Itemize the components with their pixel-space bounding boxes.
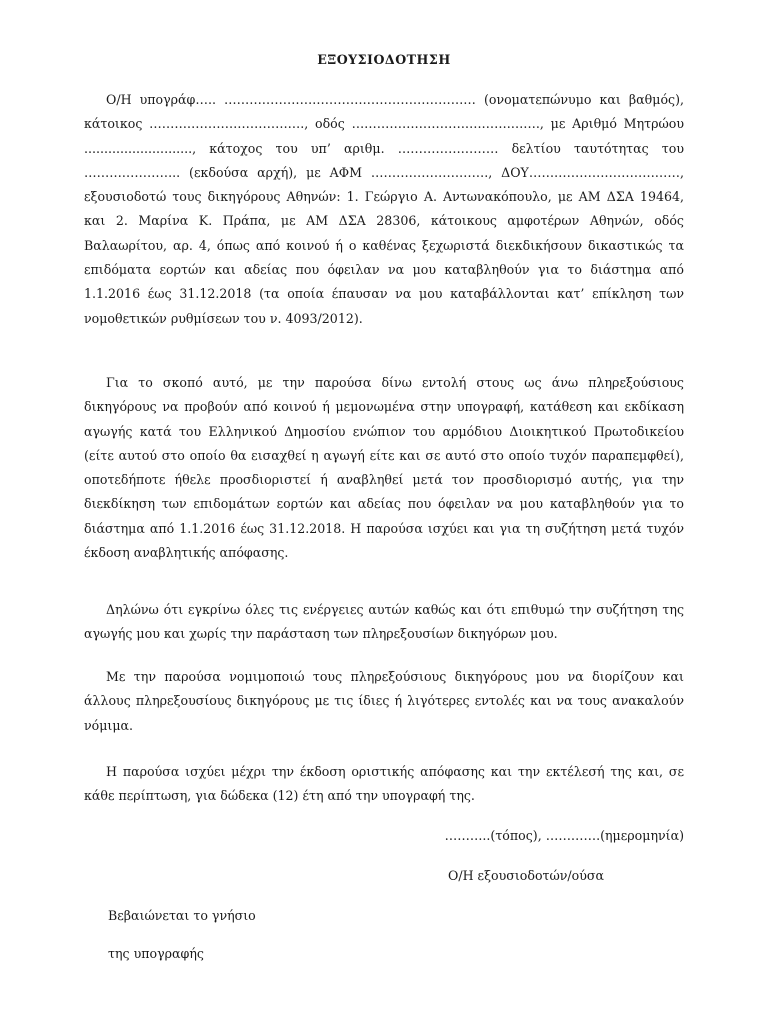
place-date-line: ………..(τόπος), ………….(ημερομηνία) xyxy=(444,828,684,843)
paragraph-validity: Η παρούσα ισχύει μέχρι την έκδοση οριστικής απόφασης και την εκτέλεσή της και, σε κάθε περίπτωση, για δώδεκα (12) έτη από την υπογραφή της. xyxy=(84,764,684,804)
paragraph-authorization: Ο/Η υπογράφ….. …………………………………………………… (ονοματεπώνυμο και βαθμός), κάτοικος ………………………………., οδός ………………………….…….……., με Αριθμό Μητρώου ..........................., κάτοχος του υπ’ αριθμ. …………………… δελτίου ταυτότητας του ………………….. (εκδούσα αρχή), με ΑΦΜ ………………………., ΔΟΥ………………………………, εξουσιοδοτώ τους δικηγόρους Αθηνών: 1. Γεώργιο Α. Αντωνακόπουλο, με ΑΜ ΔΣΑ 19464, και 2. Μαρίνα Κ. Πράπα, με ΑΜ ΔΣΑ 28306, κάτοικους αμφοτέρων Αθηνών, οδός Βαλαωρίτου, αρ. 4, όπως από κοινού ή ο καθένας ξεχωριστά διεκδικήσουν δικαστικώς τα επιδόματα εορτών και αδείας που όφειλαν να μου καταβληθούν για το διάστημα από 1.1.2016 έως 31.12.2018 (τα οποία έπαυσαν να μου καταβάλλονται κατ’ επίκληση των νομοθετικών ρυθμίσεων του ν. 4093/2012). xyxy=(84,92,684,326)
signer-label: Ο/Η εξουσιοδοτών/ούσα xyxy=(448,868,605,883)
signature-verification-line-2: της υπογραφής xyxy=(108,946,204,961)
signature-verification-line-1: Βεβαιώνεται το γνήσιο xyxy=(108,908,256,923)
document-title: ΕΞΟΥΣΙΟΔΟΤΗΣΗ xyxy=(317,52,451,67)
paragraph-approval: Δηλώνω ότι εγκρίνω όλες τις ενέργειες αυτών καθώς και ότι επιθυμώ την συζήτηση της αγωγής μου και χωρίς την παράσταση των πληρεξουσίων δικηγόρων μου. xyxy=(84,602,684,642)
paragraph-substitution: Με την παρούσα νομιμοποιώ τους πληρεξούσιους δικηγόρους μου να διορίζουν και άλλους πληρεξουσίους δικηγόρους με τις ίδιες ή λιγότερες εντολές και να τους ανακαλούν νόμιμα. xyxy=(84,669,684,733)
paragraph-purpose: Για το σκοπό αυτό, με την παρούσα δίνω εντολή στους ως άνω πληρεξούσιους δικηγόρους να προβούν από κοινού ή μεμονωμένα στην υπογραφή, κατάθεση και εκδίκαση αγωγής κατά του Ελληνικού Δημοσίου ενώπιον του αρμόδιου Διοικητικού Πρωτοδικείου (είτε αυτού στο οποίο θα εισαχθεί η αγωγή είτε και σε αυτό στο οποίο τυχόν παραπεμφθεί), οποτεδήποτε ήθελε προσδιοριστεί ή αναβληθεί μετά τον προσδιορισμό αυτής, για την διεκδίκηση των επιδομάτων εορτών και αδείας που όφειλαν να μου καταβληθούν για το διάστημα από 1.1.2016 έως 31.12.2018. Η παρούσα ισχύει και για τη συζήτηση μετά τυχόν έκδοση αναβλητικής απόφασης. xyxy=(84,375,684,561)
